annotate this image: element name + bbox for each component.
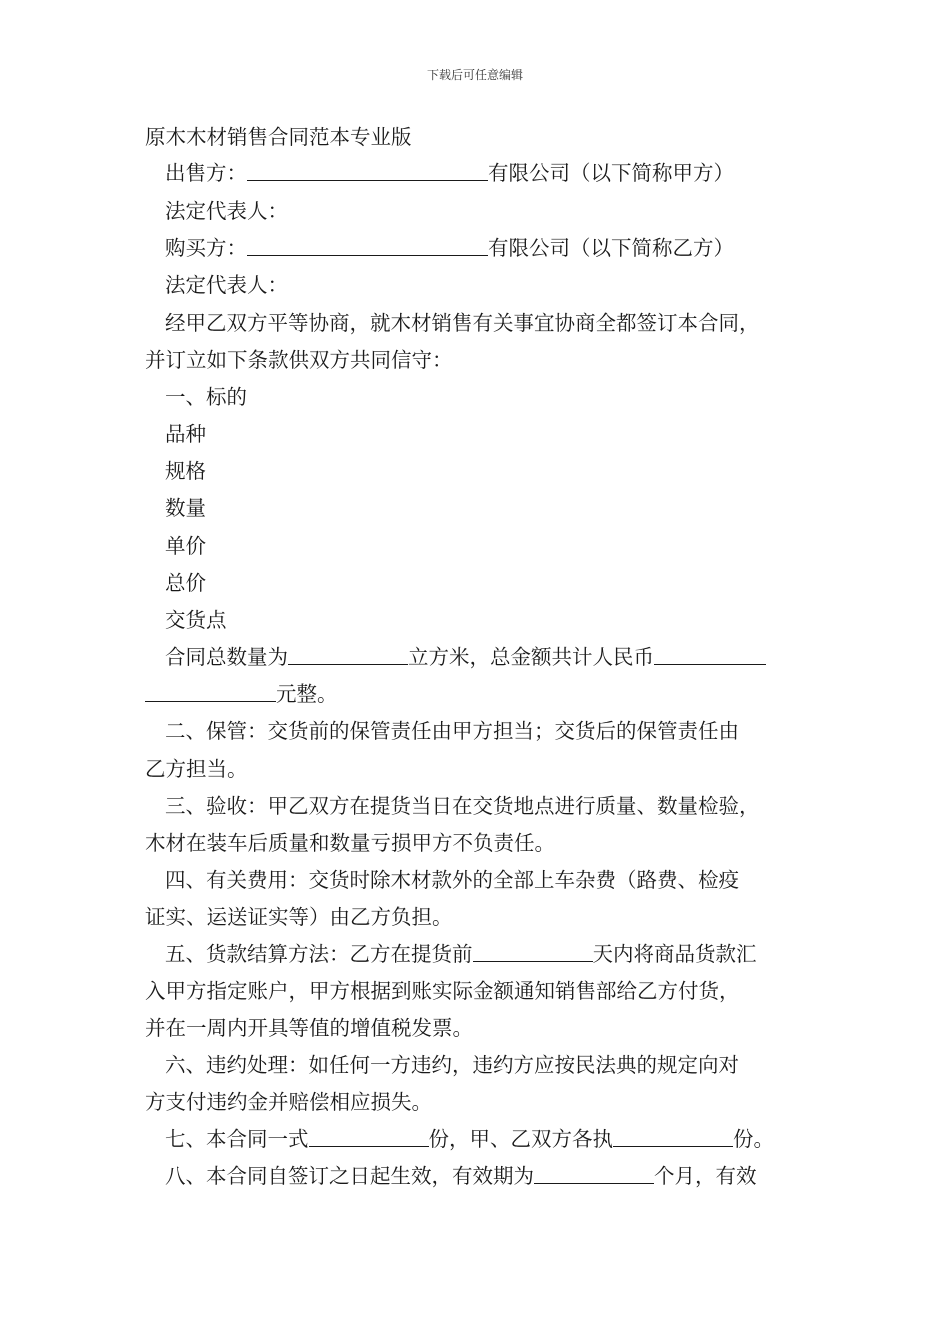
copies-each-blank[interactable] xyxy=(613,1128,733,1147)
buyer-rep-line: 法定代表人： xyxy=(165,273,288,297)
seller-line xyxy=(165,160,734,186)
section1-heading: 一、标的 xyxy=(165,385,247,409)
section8-part2: 个月，有效 xyxy=(654,1164,757,1188)
buyer-label: 购买方： xyxy=(165,236,247,260)
section5-part2: 天内将商品货款汇 xyxy=(592,942,757,966)
totals-part2: 立方米，总金额共计人民币 xyxy=(408,645,654,669)
header-note: 下载后可任意编辑 xyxy=(426,68,523,82)
seller-label: 出售方： xyxy=(165,161,247,185)
buyer-name-blank[interactable] xyxy=(247,237,488,256)
section3-line-2: 木材在装车后质量和数量亏损甲方不负责任。 xyxy=(145,831,555,855)
section8-part1: 八、本合同自签订之日起生效，有效期为 xyxy=(165,1164,534,1188)
buyer-line xyxy=(165,235,734,261)
section5-line-2: 入甲方指定账户，甲方根据到账实际金额通知销售部给乙方付货， xyxy=(145,979,740,1003)
section5-part1: 五、货款结算方法：乙方在提货前 xyxy=(165,942,473,966)
intro-line-1: 经甲乙双方平等协商，就木材销售有关事宜协商全都签订本合同， xyxy=(165,311,760,335)
total-amount-blank-2[interactable] xyxy=(145,683,276,702)
seller-name-blank[interactable] xyxy=(247,162,488,181)
item-variety: 品种 xyxy=(165,422,206,446)
section5-line-3: 并在一周内开具等值的增值税发票。 xyxy=(145,1016,473,1040)
section8-line xyxy=(165,1163,757,1189)
section7-part1: 七、本合同一式 xyxy=(165,1127,309,1151)
seller-suffix: 有限公司（以下简称甲方） xyxy=(488,161,734,185)
seller-rep-line: 法定代表人： xyxy=(165,199,288,223)
item-unit-price: 单价 xyxy=(165,534,206,558)
item-delivery-point: 交货点 xyxy=(165,608,227,632)
item-quantity: 数量 xyxy=(165,496,206,520)
total-volume-blank[interactable] xyxy=(288,646,408,665)
section2-line-2: 乙方担当。 xyxy=(145,757,248,781)
buyer-suffix: 有限公司（以下简称乙方） xyxy=(488,236,734,260)
intro-line-2: 并订立如下条款供双方共同信守： xyxy=(145,348,453,372)
section4-line-2: 证实、运送证实等）由乙方负担。 xyxy=(145,905,453,929)
item-spec: 规格 xyxy=(165,459,206,483)
payment-days-blank[interactable] xyxy=(473,943,593,962)
section6-line-2: 方支付违约金并赔偿相应损失。 xyxy=(145,1090,432,1114)
section6-line-1: 六、违约处理：如任何一方违约，违约方应按民法典的规定向对 xyxy=(165,1053,739,1077)
copies-total-blank[interactable] xyxy=(309,1128,429,1147)
totals-line-2 xyxy=(145,681,338,707)
section4-line-1: 四、有关费用：交货时除木材款外的全部上车杂费（路费、检疫 xyxy=(165,868,739,892)
totals-part3: 元整。 xyxy=(276,682,338,706)
totals-part1: 合同总数量为 xyxy=(165,645,288,669)
section3-line-1: 三、验收：甲乙双方在提货当日在交货地点进行质量、数量检验， xyxy=(165,794,760,818)
section5-line-1 xyxy=(165,941,757,967)
section2-line-1: 二、保管：交货前的保管责任由甲方担当；交货后的保管责任由 xyxy=(165,719,739,743)
section7-line xyxy=(165,1126,774,1152)
document-title: 原木木材销售合同范本专业版 xyxy=(145,125,412,149)
section7-part3: 份。 xyxy=(733,1127,774,1151)
item-total-price: 总价 xyxy=(165,571,206,595)
section7-part2: 份，甲、乙双方各执 xyxy=(428,1127,613,1151)
totals-line-1 xyxy=(165,644,766,670)
total-amount-blank-1[interactable] xyxy=(654,646,766,665)
validity-months-blank[interactable] xyxy=(534,1165,654,1184)
